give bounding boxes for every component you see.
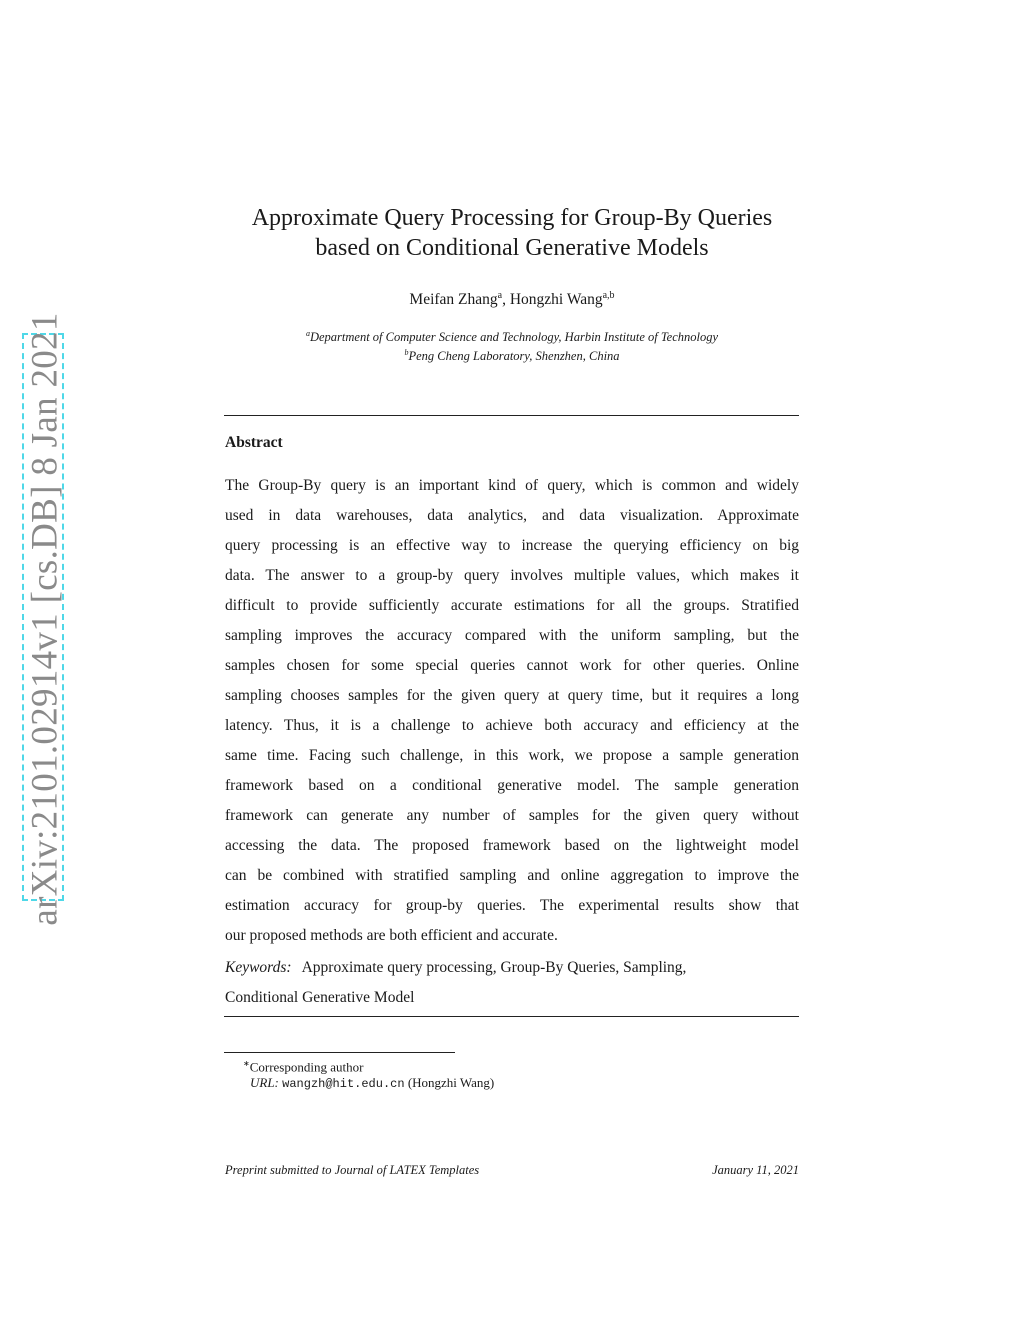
abstract-line: same time. Facing such challenge, in this work, we propose a sample generation [225,747,799,764]
abstract-heading: Abstract [225,434,283,451]
affiliation-line [212,345,812,364]
keywords-line-2: Conditional Generative Model [225,989,415,1006]
abstract-line: estimation accuracy for group-by queries. The experimental results show that [225,897,799,914]
abstract-line: difficult to provide sufficiently accurate estimations for all the groups. Stratified [225,597,799,614]
abstract-top-rule [224,415,799,416]
corresponding-author-note [243,1056,494,1075]
paper-title [212,203,812,263]
email-link[interactable]: wangzh@hit.edu.cn [282,1077,405,1092]
keywords [225,953,799,1013]
abstract-line: sampling improves the accuracy compared with the uniform sampling, but the [225,627,799,644]
affiliations [212,326,812,364]
abstract-line: latency. Thus, it is a challenge to achieve both accuracy and efficiency at the [225,717,799,734]
abstract-bottom-rule [224,1016,799,1017]
affiliation-mark: b [404,348,409,358]
abstract-line: sampling chooses samples for the given query at query time, but it requires a long [225,687,799,704]
footer-date: January 11, 2021 [712,1163,799,1177]
abstract-line: framework can generate any number of samples for the given query without [225,807,799,824]
affiliation-mark: a [305,329,310,338]
author-affiliation-mark: a,b [602,290,615,301]
abstract-line: samples chosen for some special queries cannot work for other queries. Online [225,657,799,674]
affiliation-line [212,326,812,345]
author-separator: , [502,291,510,309]
abstract-line: accessing the data. The proposed framework based on the lightweight model [225,837,799,854]
abstract-line: framework based on a conditional generative model. The sample generation [225,777,799,794]
title-line-2: based on Conditional Generative Models [315,235,709,261]
author-list [212,290,812,309]
abstract-line: can be combined with stratified sampling and online aggregation to improve the [225,867,799,884]
title-line-1: Approximate Query Processing for Group-By Queries [251,205,773,231]
keywords-label: Keywords: [225,959,292,976]
affiliation-text: Peng Cheng Laboratory, Shenzhen, China [408,349,620,364]
arxiv-stamp [22,312,66,926]
author-affiliation-mark: a [497,290,503,301]
abstract-line: used in data warehouses, data analytics, and data visualization. Approximate [225,507,799,524]
abstract-line: our proposed methods are both efficient and accurate. [225,927,558,944]
abstract-body [225,471,799,951]
email-owner: (Hongzhi Wang) [407,1075,495,1091]
url-label: URL: [250,1075,279,1091]
keywords-line-1 [225,953,799,983]
abstract-line: The Group-By query is an important kind of query, which is common and widely [225,477,799,494]
author-name: Hongzhi Wang [509,291,603,309]
corresponding-author-text: Corresponding author [249,1059,364,1075]
footnote-url-line [250,1075,494,1092]
keywords-text: Approximate query processing, Group-By Queries, Sampling, [301,959,687,976]
affiliation-text: Department of Computer Science and Technology, Harbin Institute of Technology [309,330,719,345]
author-name: Meifan Zhang [409,291,498,309]
abstract-line: query processing is an effective way to increase the querying efficiency on big [225,537,799,554]
arxiv-identifier: arXiv:2101.02914v1 [cs.DB] 8 Jan 2021 [24,312,66,926]
footnote-rule [224,1052,455,1053]
abstract-line: data. The answer to a group-by query involves multiple values, which makes it [225,567,799,584]
footer-preprint-note: Preprint submitted to Journal of LATEX Templates [225,1163,480,1177]
footnote-mark: ∗ [243,1059,250,1068]
footnote [243,1056,494,1092]
